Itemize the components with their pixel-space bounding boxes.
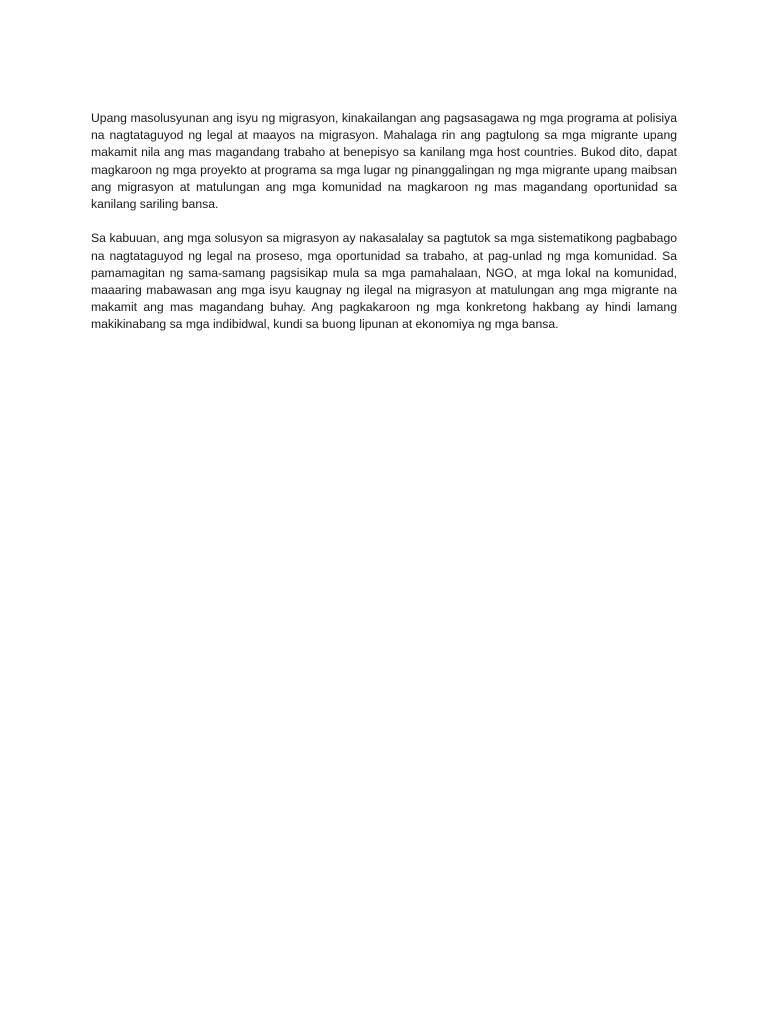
- paragraph-2: Sa kabuuan, ang mga solusyon sa migrasyon ay nakasalalay sa pagtutok sa mga sistematikong pagbabago na nagtataguyod ng legal na proseso, mga oportunidad sa trabaho, at pag-unlad ng mga komunidad. Sa pamamagitan ng sama-samang pagsisikap mula sa mga pamahalaan, NGO, at mga lokal na komunidad, maaaring mabawasan ang mga isyu kaugnay ng ilegal na migrasyon at matulungan ang mga migrante na makamit ang mas magandang buhay. Ang pagkakaroon ng mga konkretong hakbang ay hindi lamang makikinabang sa mga indibidwal, kundi sa buong lipunan at ekonomiya ng mga bansa.: [91, 231, 677, 332]
- paragraph-1: Upang masolusyunan ang isyu ng migrasyon, kinakailangan ang pagsasagawa ng mga programa at polisiya na nagtataguyod ng legal at maayos na migrasyon. Mahalaga rin ang pagtulong sa mga migrante upang makamit nila ang mas magandang trabaho at benepisyo sa kanilang mga host countries. Bukod dito, dapat magkaroon ng mga proyekto at programa sa mga lugar ng pinanggalingan ng mga migrante upang maibsan ang migrasyon at matulungan ang mga komunidad na magkaroon ng mas magandang oportunidad sa kanilang sariling bansa.: [91, 111, 677, 212]
- document-body: [91, 110, 677, 351]
